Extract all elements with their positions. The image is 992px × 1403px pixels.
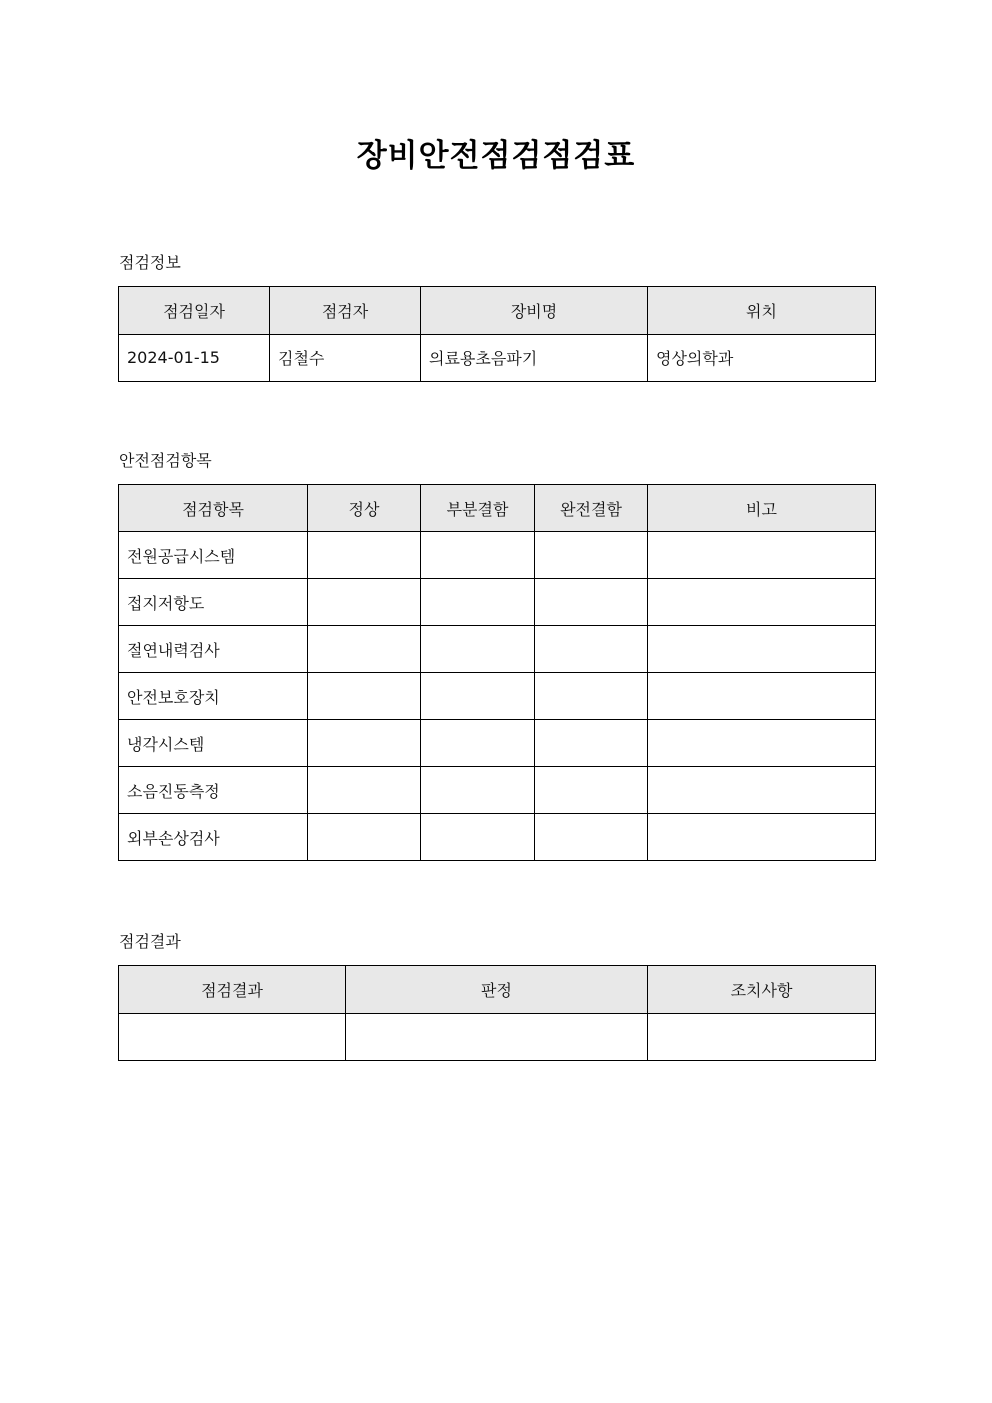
column-header-normal: 정상 [308, 485, 421, 532]
normal-cell[interactable] [308, 579, 421, 626]
safety-items-section-label: 안전점검항목 [119, 451, 212, 470]
equipment-name-cell[interactable]: 의료용초음파기 [421, 334, 648, 382]
column-header-equipment-name: 장비명 [421, 287, 648, 335]
complete-defect-cell[interactable] [535, 579, 648, 626]
check-item-cell: 전원공급시스템 [119, 532, 308, 579]
column-header-inspection-date: 점검일자 [119, 287, 270, 335]
remarks-cell[interactable] [648, 814, 876, 861]
column-header-partial-defect: 부분결함 [421, 485, 535, 532]
table-row [119, 767, 876, 814]
table-row [119, 532, 876, 579]
check-item-cell: 접지저항도 [119, 579, 308, 626]
normal-cell[interactable] [308, 720, 421, 767]
normal-cell[interactable] [308, 532, 421, 579]
table-row [119, 334, 876, 382]
remarks-cell[interactable] [648, 673, 876, 720]
check-item-cell: 안전보호장치 [119, 673, 308, 720]
table-header-row [119, 966, 876, 1014]
table-row [119, 1013, 876, 1061]
table-row [119, 579, 876, 626]
table-row [119, 626, 876, 673]
judgment-cell[interactable] [346, 1013, 648, 1061]
table-row [119, 673, 876, 720]
normal-cell[interactable] [308, 626, 421, 673]
remarks-cell[interactable] [648, 626, 876, 673]
column-header-action-taken: 조치사항 [648, 966, 876, 1014]
partial-defect-cell[interactable] [421, 814, 535, 861]
check-item-cell: 외부손상검사 [119, 814, 308, 861]
inspection-date-cell[interactable]: 2024-01-15 [119, 334, 270, 382]
complete-defect-cell[interactable] [535, 720, 648, 767]
table-header-row [119, 287, 876, 335]
partial-defect-cell[interactable] [421, 720, 535, 767]
action-taken-cell[interactable] [648, 1013, 876, 1061]
check-item-cell: 절연내력검사 [119, 626, 308, 673]
complete-defect-cell[interactable] [535, 673, 648, 720]
complete-defect-cell[interactable] [535, 532, 648, 579]
page-title: 장비안전점검점검표 [356, 138, 636, 174]
normal-cell[interactable] [308, 767, 421, 814]
column-header-inspection-result: 점검결과 [119, 966, 346, 1014]
partial-defect-cell[interactable] [421, 532, 535, 579]
check-item-cell: 소음진동측정 [119, 767, 308, 814]
remarks-cell[interactable] [648, 767, 876, 814]
column-header-inspector: 점검자 [270, 287, 421, 335]
remarks-cell[interactable] [648, 579, 876, 626]
complete-defect-cell[interactable] [535, 767, 648, 814]
location-cell[interactable]: 영상의학과 [648, 334, 876, 382]
inspection-info-section-label: 점검정보 [119, 253, 181, 272]
complete-defect-cell[interactable] [535, 626, 648, 673]
inspection-result-table [118, 965, 876, 1061]
inspection-result-cell[interactable] [119, 1013, 346, 1061]
normal-cell[interactable] [308, 673, 421, 720]
inspection-result-section-label: 점검결과 [119, 932, 181, 951]
table-header-row [119, 485, 876, 532]
column-header-location: 위치 [648, 287, 876, 335]
remarks-cell[interactable] [648, 532, 876, 579]
safety-items-table [118, 484, 876, 861]
partial-defect-cell[interactable] [421, 626, 535, 673]
column-header-remarks: 비고 [648, 485, 876, 532]
partial-defect-cell[interactable] [421, 767, 535, 814]
complete-defect-cell[interactable] [535, 814, 648, 861]
column-header-judgment: 판정 [346, 966, 648, 1014]
inspection-info-table [118, 286, 876, 382]
partial-defect-cell[interactable] [421, 673, 535, 720]
remarks-cell[interactable] [648, 720, 876, 767]
inspector-cell[interactable]: 김철수 [270, 334, 421, 382]
table-row [119, 814, 876, 861]
column-header-complete-defect: 완전결함 [535, 485, 648, 532]
normal-cell[interactable] [308, 814, 421, 861]
partial-defect-cell[interactable] [421, 579, 535, 626]
column-header-check-item: 점검항목 [119, 485, 308, 532]
table-row [119, 720, 876, 767]
check-item-cell: 냉각시스템 [119, 720, 308, 767]
